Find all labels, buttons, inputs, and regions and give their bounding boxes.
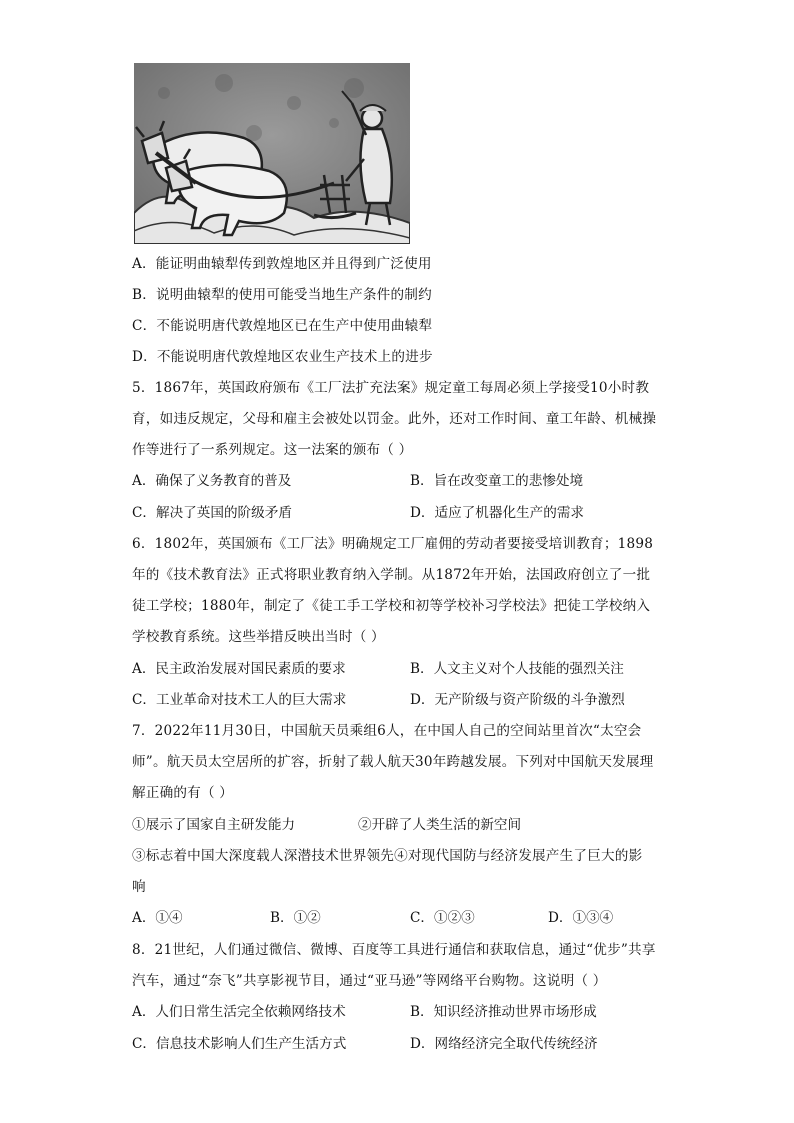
q5-stem-line: 育，如违反规定，父母和雇主会被处以罚金。此外，还对工作时间、童工年龄、机械操 — [132, 411, 657, 427]
q7-option-a: A．①④ — [132, 910, 183, 926]
q6-stem-line: 徒工学校；1880年，制定了《徒工手工学校和初等学校补习学校法》把徒工学校纳入 — [132, 598, 651, 614]
q6-option-c: C．工业革命对技术工人的巨大需求 — [132, 692, 347, 708]
q5-stem-line: 作等进行了一系列规定。这一法案的颁布（ ） — [132, 442, 413, 458]
q5-option-d: D．适应了机器化生产的需求 — [410, 505, 585, 521]
q6-option-b: B．人文主义对个人技能的强烈关注 — [410, 661, 624, 677]
q7-stem-line: 师”。航天员太空居所的扩容，折射了载人航天30年跨越发展。下列对中国航天发展理 — [132, 754, 654, 770]
q6-stem-line: 6．1802年，英国颁布《工厂法》明确规定工厂雇佣的劳动者要接受培训教育；1898 — [132, 536, 654, 552]
q8-option-a: A．人们日常生活完全依赖网络技术 — [132, 1004, 346, 1020]
q8-option-c: C．信息技术影响人们生产生活方式 — [132, 1036, 347, 1052]
q5-option-c: C．解决了英国的阶级矛盾 — [132, 505, 292, 521]
q4-option-b: B．说明曲辕犁的使用可能受当地生产条件的制约 — [132, 287, 432, 303]
q7-option-d: D．①③④ — [548, 910, 614, 926]
q5-stem-line: 5．1867年，英国政府颁布《工厂法扩充法案》规定童工每周必须上学接受10小时教 — [132, 380, 650, 396]
q6-option-d: D．无产阶级与资产阶级的斗争激烈 — [410, 692, 625, 708]
q5-option-a: A．确保了义务教育的普及 — [132, 473, 292, 489]
q8-option-d: D．网络经济完全取代传统经济 — [410, 1036, 598, 1052]
q4-option-a: A．能证明曲辕犁传到敦煌地区并且得到广泛使用 — [132, 256, 432, 272]
q4-option-d: D．不能说明唐代敦煌地区农业生产技术上的进步 — [132, 349, 433, 365]
q7-option-c: C．①②③ — [410, 910, 475, 926]
q7-items-row: 响 — [132, 879, 146, 895]
q7-items-row: ③标志着中国大深度载人深潜技术世界领先④对现代国防与经济发展产生了巨大的影 — [132, 848, 643, 864]
q7-item-2: ②开辟了人类生活的新空间 — [358, 817, 522, 833]
q7-stem-line: 解正确的有（ ） — [132, 785, 234, 801]
q8-stem-line: 汽车，通过“奈飞”共享影视节目，通过“亚马逊”等网络平台购物。这说明（ ） — [132, 973, 607, 989]
q6-stem-line: 年的《技术教育法》正式将职业教育纳入学制。从1872年开始，法国政府创立了一批 — [132, 567, 651, 583]
q7-item-1: ①展示了国家自主研发能力 — [132, 817, 296, 833]
plowing-mural-image — [134, 63, 410, 244]
q6-option-a: A．民主政治发展对国民素质的要求 — [132, 661, 346, 677]
q7-stem-line: 7．2022年11月30日，中国航天员乘组6人，在中国人自己的空间站里首次“太空会 — [132, 723, 642, 739]
q6-stem-line: 学校教育系统。这些举措反映出当时（ ） — [132, 629, 385, 645]
q4-option-c: C．不能说明唐代敦煌地区已在生产中使用曲辕犁 — [132, 318, 433, 334]
q5-option-b: B．旨在改变童工的悲惨处境 — [410, 473, 584, 489]
q8-option-b: B．知识经济推动世界市场形成 — [410, 1004, 597, 1020]
q7-option-b: B．①② — [270, 910, 321, 926]
q8-stem-line: 8．21世纪，人们通过微信、微博、百度等工具进行通信和获取信息，通过“优步”共享 — [132, 942, 656, 958]
